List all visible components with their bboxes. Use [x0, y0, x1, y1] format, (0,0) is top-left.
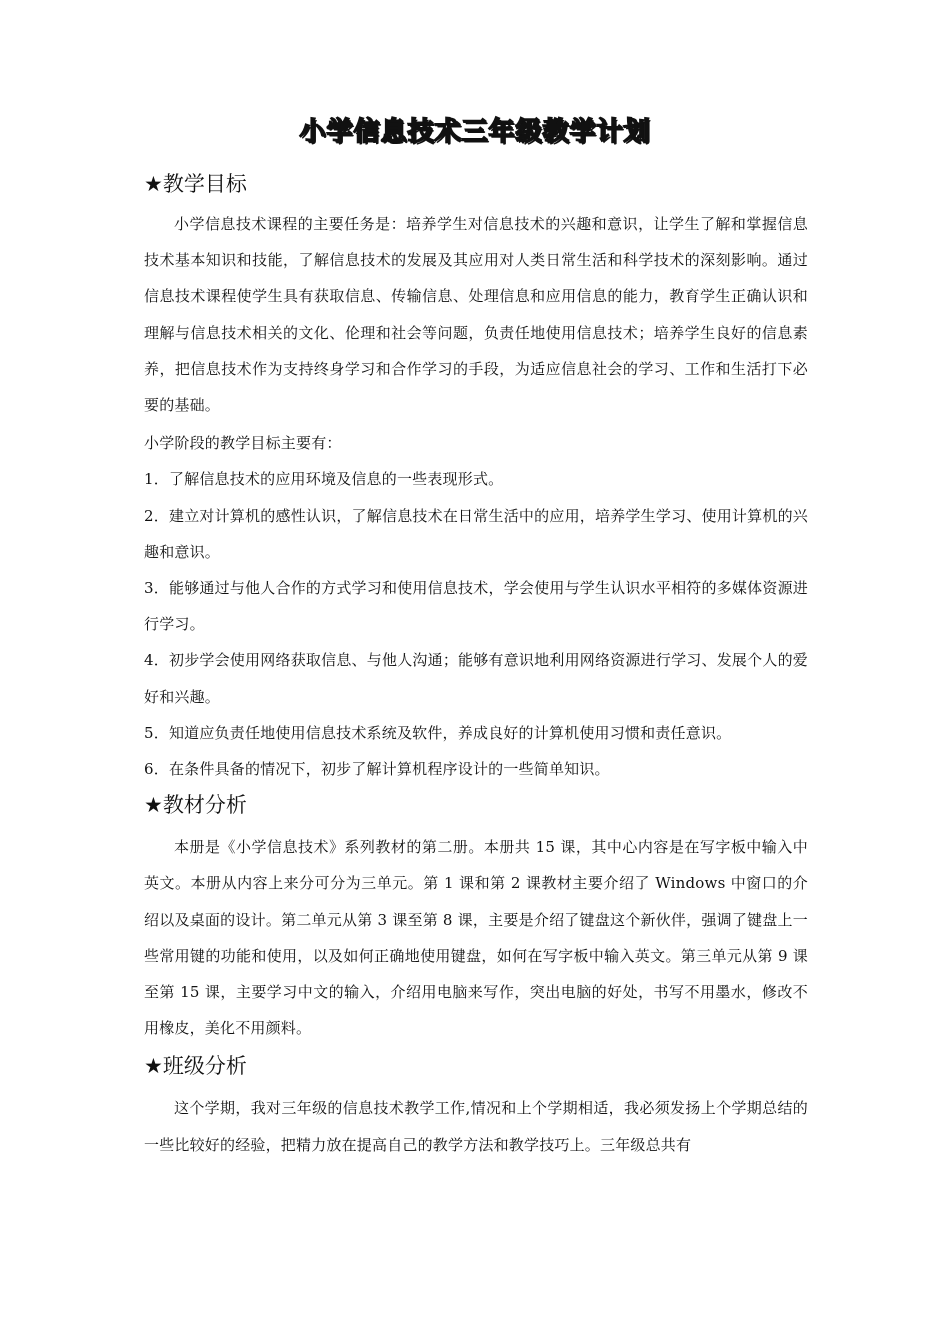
section-class-analysis: [144, 1048, 808, 1162]
paragraph-textbook-analysis: 本册是《小学信息技术》系列教材的第二册。本册共 15 课，其中心内容是在写字板中输入中英文。本册从内容上来分可分为三单元。第 1 课和第 2 课教材主要介绍了 Windows 中窗口的介绍以及桌面的设计。第二单元从第 3 课至第 8 课，主要是介绍了键盘这个新伙伴，强调了键盘上一些常用键的功能和使用，以及如何正确地使用键盘，如何在写字板中输入英文。第三单元从第 9 课至第 15 课，主要学习中文的输入，介绍用电脑来写作，突出电脑的好处，书写不用墨水，修改不用橡皮，美化不用颜料。: [144, 838, 808, 1038]
section-heading-class-analysis: ★班级分析: [144, 1054, 247, 1079]
goal-item-4: 4．初步学会使用网络获取信息、与他人沟通；能够有意识地利用网络资源进行学习、发展个人的爱好和兴趣。: [144, 651, 808, 706]
section-heading-teaching-goals: ★教学目标: [144, 172, 247, 196]
document-body: [144, 166, 808, 1163]
goal-item-1: 1．了解信息技术的应用环境及信息的一些表现形式。: [144, 470, 504, 489]
document-title: 小学信息技术三年级教学计划: [299, 117, 651, 147]
section-heading-textbook-analysis: ★教材分析: [144, 793, 247, 818]
paragraph-goals-intro: 小学阶段的教学目标主要有：: [144, 434, 342, 453]
goal-item-5: 5．知道应负责任地使用信息技术系统及软件，养成良好的计算机使用习惯和责任意识。: [144, 723, 732, 742]
goal-item-6: 6．在条件具备的情况下，初步了解计算机程序设计的一些简单知识。: [144, 760, 610, 779]
goal-item-2: 2．建立对计算机的感性认识，了解信息技术在日常生活中的应用，培养学生学习、使用计算机的兴趣和意识。: [144, 506, 808, 561]
section-teaching-goals: [144, 166, 808, 787]
goal-item-3: 3．能够通过与他人合作的方式学习和使用信息技术，学会使用与学生认识水平相符的多媒体资源进行学习。: [144, 579, 808, 634]
paragraph-class-analysis: 这个学期，我对三年级的信息技术教学工作,情况和上个学期相适，我必须发扬上个学期总结的一些比较好的经验，把精力放在提高自己的教学方法和教学技巧上。三年级总共有: [144, 1099, 808, 1154]
section-textbook-analysis: [144, 787, 808, 1046]
paragraph-course-tasks: 小学信息技术课程的主要任务是：培养学生对信息技术的兴趣和意识，让学生了解和掌握信息技术基本知识和技能，了解信息技术的发展及其应用对人类日常生活和科学技术的深刻影响。通过信息技术课程使学生具有获取信息、传输信息、处理信息和应用信息的能力，教育学生正确认识和理解与信息技术相关的文化、伦理和社会等问题，负责任地使用信息技术；培养学生良好的信息素养，把信息技术作为支持终身学习和合作学习的手段，为适应信息社会的学习、工作和生活打下必要的基础。: [144, 215, 808, 415]
